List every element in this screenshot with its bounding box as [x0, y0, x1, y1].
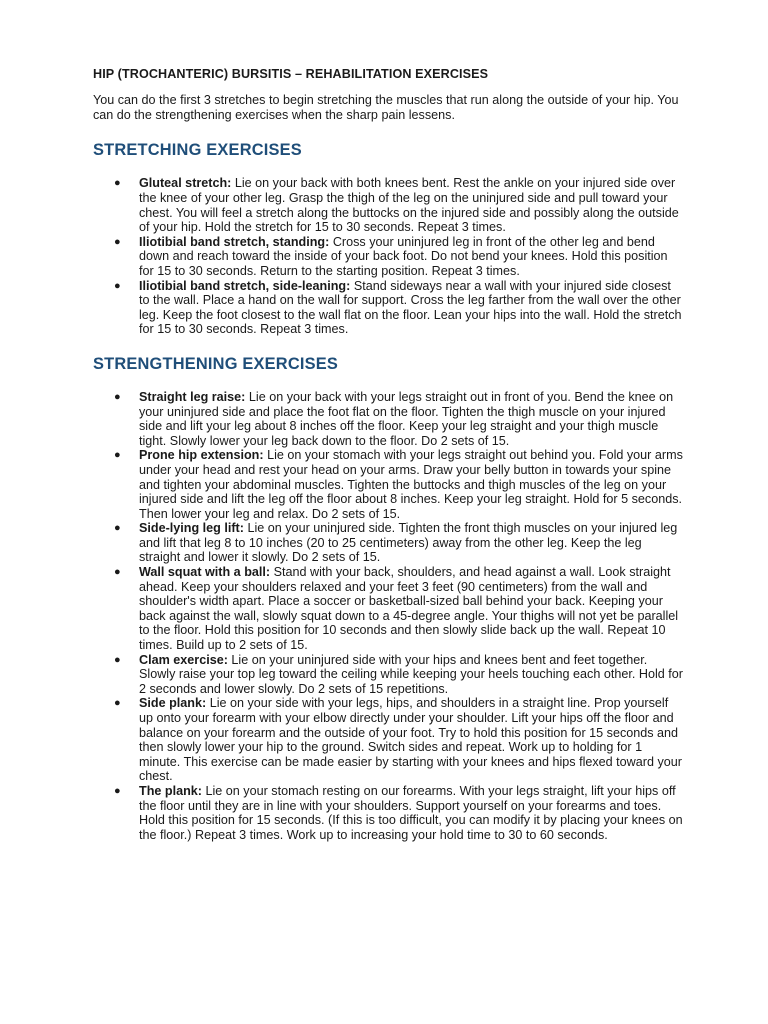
bullet-icon: ●	[114, 390, 121, 403]
exercise-name: Straight leg raise:	[139, 389, 246, 404]
exercise-description: Stand with your back, shoulders, and head against a wall. Look straight ahead. Keep your shoulders relaxed and your feet 3 feet (90 centimeters) from the wall and shoulder's width apart. Place a soccer or basketball-sized ball behind your back. Keeping your back against the wall, slowly squat down to a 45-degree angle. Your thighs will not yet be parallel to the floor. Hold this position for 10 seconds and then slowly slide back up the wall. Repeat 10 times. Build up to 2 sets of 15.	[139, 565, 679, 653]
list-item	[93, 696, 683, 784]
exercise-description: Lie on your side with your legs, hips, and shoulders in a straight line. Prop yourself up onto your forearm with your elbow directly under your shoulder. Lift your hips off the floor and balance on your forearm and the outside of your foot. Try to hold this position for 15 seconds and then slowly lower your hip to the ground. Switch sides and repeat. Work up to holding for 1 minute. This exercise can be made easier by starting with your knees and hips flexed toward your chest.	[139, 696, 682, 784]
document-page	[93, 66, 683, 842]
stretching-heading: STRETCHING EXERCISES	[93, 141, 302, 160]
list-item	[93, 279, 683, 337]
bullet-icon: ●	[114, 566, 121, 579]
list-item	[93, 448, 683, 521]
exercise-name: Side plank:	[139, 696, 207, 711]
bullet-icon: ●	[114, 522, 121, 535]
list-item	[93, 521, 683, 565]
exercise-name: Gluteal stretch:	[139, 176, 232, 191]
intro-paragraph: You can do the first 3 stretches to begin stretching the muscles that run along the outside of your hip. You can do the strengthening exercises when the sharp pain lessens.	[93, 93, 679, 123]
exercise-description: Lie on your back with both knees bent. Rest the ankle on your injured side over the knee of your other leg. Grasp the thigh of the leg on the uninjured side and pull toward your chest. You will feel a stretch along the buttocks on the injured side and possibly along the outside of your hip. Hold the stretch for 15 to 30 seconds. Repeat 3 times.	[139, 176, 679, 235]
bullet-icon: ●	[114, 449, 121, 462]
stretching-list	[93, 176, 683, 337]
bullet-icon: ●	[114, 784, 121, 797]
exercise-description: Lie on your uninjured side with your hips and knees bent and feet together. Slowly raise your top leg toward the ceiling while keeping your heels touching each other. Hold for 2 seconds and lower slowly. Do 2 sets of 15 repetitions.	[139, 652, 683, 696]
bullet-icon: ●	[114, 235, 121, 248]
bullet-icon: ●	[114, 177, 121, 190]
list-item	[93, 653, 683, 697]
strengthening-list	[93, 390, 683, 842]
bullet-icon: ●	[114, 697, 121, 710]
exercise-name: The plank:	[139, 783, 202, 798]
exercise-description: Lie on your stomach with your legs straight out behind you. Fold your arms under your head and rest your head on your arms. Draw your belly button in towards your spine and tighten your abdominal muscles. Tighten the buttocks and thigh muscles of the leg on your injured side and lift the leg off the floor about 8 inches. Keep your leg straight. Hold for 5 seconds. Then lower your leg and relax. Do 2 sets of 15.	[139, 448, 683, 521]
list-item	[93, 235, 683, 279]
exercise-description: Cross your uninjured leg in front of the other leg and bend down and reach toward the inside of your back foot. Do not bend your knees. Hold this position for 15 to 30 seconds. Return to the starting position. Repeat 3 times.	[139, 234, 668, 278]
exercise-name: Prone hip extension:	[139, 448, 264, 463]
list-item	[93, 176, 683, 234]
bullet-icon: ●	[114, 653, 121, 666]
bullet-icon: ●	[114, 279, 121, 292]
exercise-name: Side-lying leg lift:	[139, 521, 244, 536]
list-item	[93, 565, 683, 653]
document-title: HIP (TROCHANTERIC) BURSITIS – REHABILITATION EXERCISES	[93, 67, 489, 81]
exercise-description: Lie on your stomach resting on our forearms. With your legs straight, lift your hips off the floor until they are in line with your shoulders. Support yourself on your forearms and toes. Hold this position for 15 seconds. (If this is too difficult, you can modify it by placing your knees on the floor.) Repeat 3 times. Work up to increasing your hold time to 30 to 60 seconds.	[139, 783, 683, 842]
list-item	[93, 390, 683, 448]
exercise-description: Lie on your uninjured side. Tighten the front thigh muscles on your injured leg and lift that leg 8 to 10 inches (20 to 25 centimeters) away from the other leg. Keep the leg straight and lower it slowly. Do 2 sets of 15.	[139, 521, 678, 565]
exercise-name: Clam exercise:	[139, 652, 228, 667]
exercise-name: Iliotibial band stretch, side-leaning:	[139, 278, 351, 293]
exercise-description: Lie on your back with your legs straight out in front of you. Bend the knee on your uninjured side and place the foot flat on the floor. Tighten the thigh muscle on your injured side and lift your leg about 8 inches off the floor. Keep your leg straight and your thigh muscle tight. Slowly lower your leg back down to the floor. Do 2 sets of 15.	[139, 389, 674, 448]
exercise-description: Stand sideways near a wall with your injured side closest to the wall. Place a hand on the wall for support. Cross the leg farther from the wall over the other leg. Keep the foot closest to the wall flat on the floor. Lean your hips into the wall. Hold the stretch for 15 to 30 seconds. Repeat 3 times.	[139, 278, 682, 337]
strengthening-heading: STRENGTHENING EXERCISES	[93, 354, 339, 373]
list-item	[93, 784, 683, 842]
exercise-name: Wall squat with a ball:	[139, 565, 271, 580]
exercise-name: Iliotibial band stretch, standing:	[139, 234, 330, 249]
